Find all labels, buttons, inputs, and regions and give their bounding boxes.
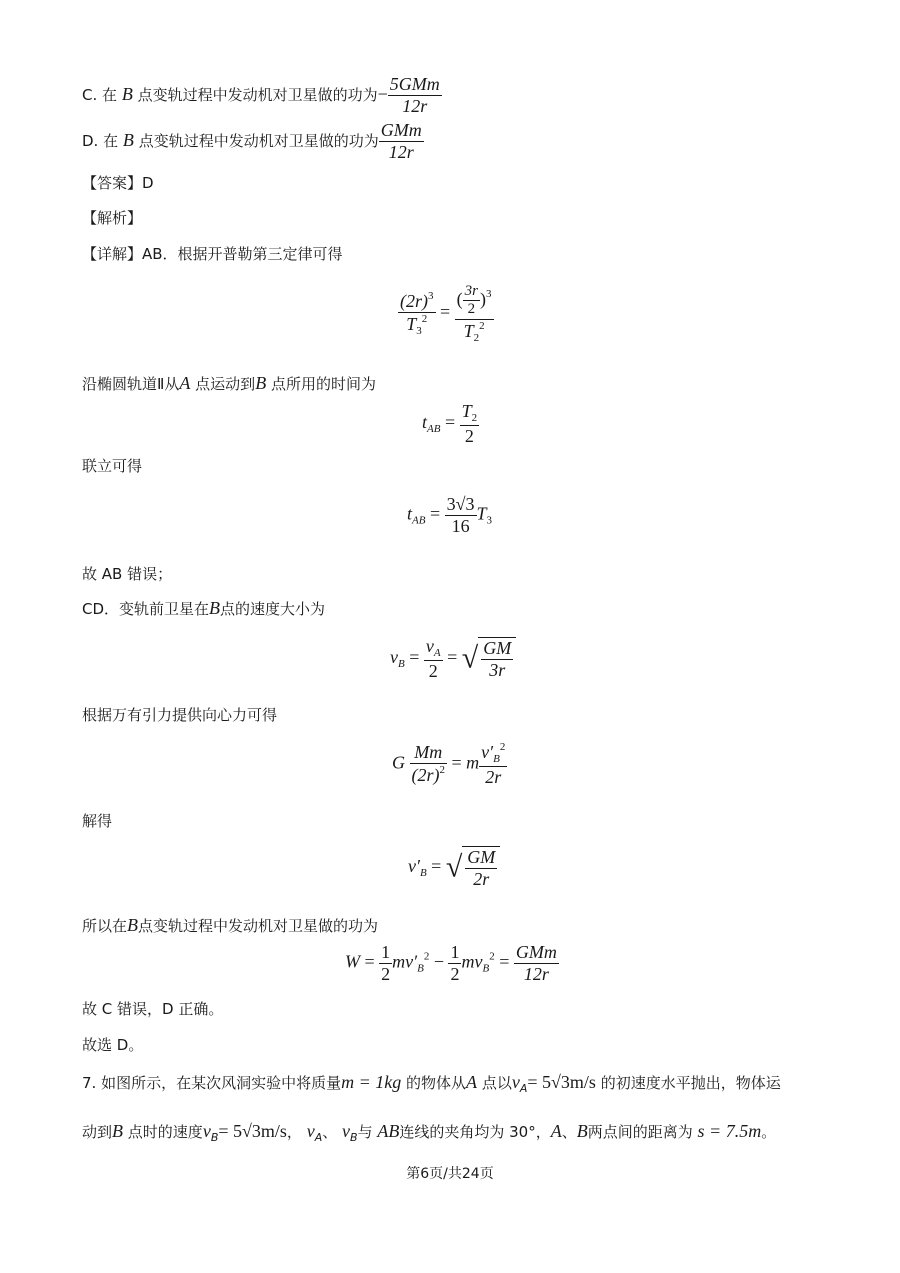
new-velocity-equation: $v'_B$ = √ $\frac{GM}{2r}$ (408, 846, 500, 889)
option-c-fraction: $\frac{\text{5GMm}}{12r}$ (389, 74, 440, 116)
sqrt-symbol: √ $\frac{GM}{2r}$ (446, 846, 500, 889)
detail-heading: 【详解】AB．根据开普勒第三定律可得 (82, 245, 343, 263)
work-intro: 所以在B点变轨过程中发动机对卫星做的功为 (82, 915, 379, 935)
analysis-heading: 【解析】 (82, 209, 143, 227)
option-d: D. 在 B 点变轨过程中发动机对卫星做的功为 $\frac{\text{GMm}}{12r}$ (82, 120, 422, 162)
question-7-line-2: 动到B 点时的速度$v_B= 5√3m/s$， $v_A$、 $v_B$与 AB连线的夹角均为 30°，A、B两点间的距离为 s = 7.5m。 (82, 1121, 777, 1144)
page-footer: 第6页/共24页 (406, 1166, 494, 1182)
work-equation: W = $\frac{1}{2}$ $mv'_B^2$ − $\frac{1}{2}$ $mv_B^2$ = $\frac{\text{GMm}}{12r}$ (345, 942, 557, 984)
time-result-equation: $t_{AB}$ = $\frac{3√3}{16}$ $T_3$ (407, 494, 493, 536)
option-c: C. 在 B 点变轨过程中发动机对卫星做的功为− $\frac{\text{5GMm}}{12r}$ (82, 74, 440, 116)
ab-wrong: 故 AB 错误； (82, 565, 173, 583)
cd-intro: CD．变轨前卫星在B点的速度大小为 (82, 598, 326, 618)
answer: 【答案】D (82, 174, 154, 192)
question-7-line-1: 7. 如图所示，在某次风洞实验中将质量m = 1kg 的物体从A 点以$v_A= 5√3m/s$ 的初速度水平抛出，物体运 (82, 1072, 781, 1095)
cd-result: 故 C 错误，D 正确。 (82, 1000, 224, 1018)
gravity-text: 根据万有引力提供向心力可得 (82, 706, 278, 724)
option-d-label: D. (82, 132, 99, 150)
kepler-equation: $\frac{(2r)^3}{T_3^2}$ = ( $\frac{3r}{2}$ )$^3$ $T_2^2$ (400, 283, 492, 344)
option-d-fraction: $\frac{\text{GMm}}{12r}$ (380, 120, 422, 162)
choose-text: 故选 D。 (82, 1036, 144, 1054)
time-equation: $t_{AB}$ = $\frac{T_2}{2}$ (422, 401, 478, 446)
option-c-label: C. (82, 86, 98, 104)
velocity-equation: $v_B$ = $\frac{v_A}{2}$ = √ $\frac{GM}{3r}$ (390, 636, 516, 681)
solve-text: 解得 (82, 812, 113, 830)
joint-text: 联立可得 (82, 457, 143, 475)
time-intro: 沿椭圆轨道Ⅱ从A 点运动到B 点所用的时间为 (82, 373, 376, 393)
gravity-equation: G $\frac{Mm}{(2r)^2}$ = m $\frac{v'_B^2}{2r}$ (392, 741, 506, 787)
sqrt-symbol: √ $\frac{GM}{3r}$ (462, 637, 516, 680)
